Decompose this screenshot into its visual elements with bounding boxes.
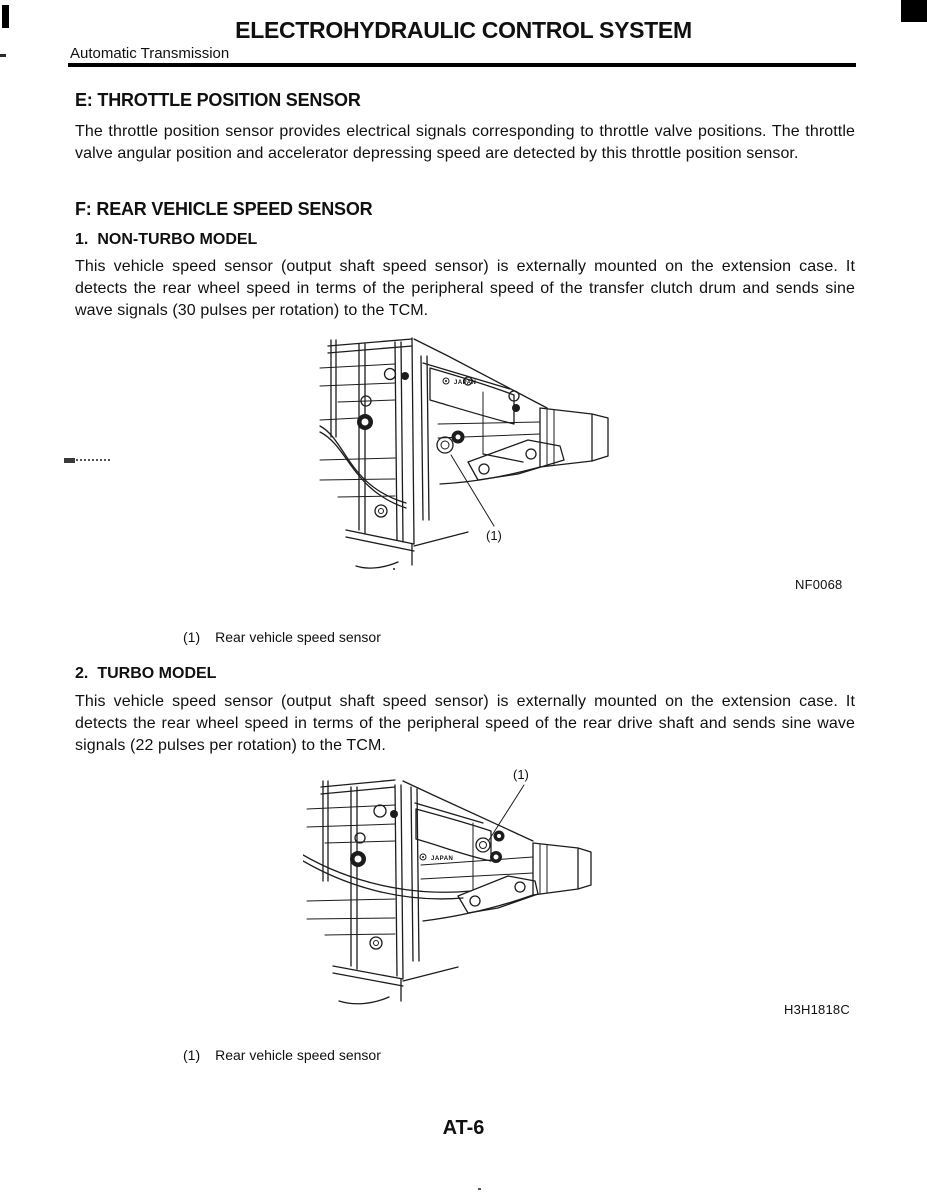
page-number: AT-6 [442, 1117, 485, 1139]
turbo-transmission-drawing [303, 761, 648, 1013]
non-turbo-heading-number: 1. [75, 231, 89, 248]
extension-housing [414, 339, 547, 484]
figure-caption-text: Rear vehicle speed sensor [215, 1047, 381, 1063]
figure-caption-number: (1) [183, 629, 201, 645]
scan-artifact-dot [478, 1188, 481, 1190]
section-e-heading: E: THROTTLE POSITION SENSOR [75, 90, 361, 110]
figure-caption-number: (1) [183, 1047, 201, 1063]
figure-code: NF0068 [795, 577, 843, 592]
turbo-heading-title: TURBO MODEL [97, 665, 217, 682]
japan-stamp [420, 854, 453, 862]
turbo-heading-number: 2. [75, 665, 89, 682]
non-turbo-heading-title: NON-TURBO MODEL [97, 231, 258, 248]
japan-stamp-text: JAPAN [431, 856, 454, 862]
output-shaft-cylinder [533, 843, 591, 895]
header-rule [68, 63, 856, 67]
callout-label: (1) [486, 528, 502, 543]
turbo-paragraph: This vehicle speed sensor (output shaft speed sensor) is externally mounted on the extension case. It detects the rear wheel speed in terms of the peripheral speed of the rear drive shaft and sends sine wave signals (22 pulses per rotation) to the TCM. [75, 693, 855, 754]
figure-caption-text: Rear vehicle speed sensor [215, 629, 381, 645]
figure-caption [183, 1047, 381, 1063]
turbo-heading [75, 665, 216, 683]
non-turbo-paragraph: This vehicle speed sensor (output shaft speed sensor) is externally mounted on the extension case. It detects the rear wheel speed in terms of the peripheral speed of the transfer clutch drum and sends sine wave signals (30 pulses per rotation) to the TCM. [75, 258, 855, 319]
figure-caption [183, 629, 381, 645]
non-turbo-heading [75, 231, 257, 249]
chapter-label: Automatic Transmission [70, 45, 230, 62]
non-turbo-transmission-drawing [318, 334, 653, 574]
scan-artifact-smudge [76, 459, 110, 461]
output-shaft-cylinder [540, 408, 608, 467]
section-f-heading: F: REAR VEHICLE SPEED SENSOR [75, 199, 373, 219]
figure-code: H3H1818C [784, 1002, 850, 1017]
section-e-paragraph: The throttle position sensor provides electrical signals corresponding to throttle valve positions. The throttle valve angular position and accelerator depressing speed are detected by this throttle position sensor. [75, 123, 855, 162]
speed-sensor [437, 431, 465, 454]
scan-artifact-dash [0, 54, 6, 57]
callout-label: (1) [513, 767, 529, 782]
page-title: ELECTROHYDRAULIC CONTROL SYSTEM [235, 17, 692, 43]
case-bolts [357, 369, 520, 518]
callout-leader-line [489, 785, 524, 840]
mount-bracket [458, 876, 538, 913]
japan-stamp-text: JAPAN [454, 380, 477, 386]
japan-stamp [443, 378, 476, 386]
